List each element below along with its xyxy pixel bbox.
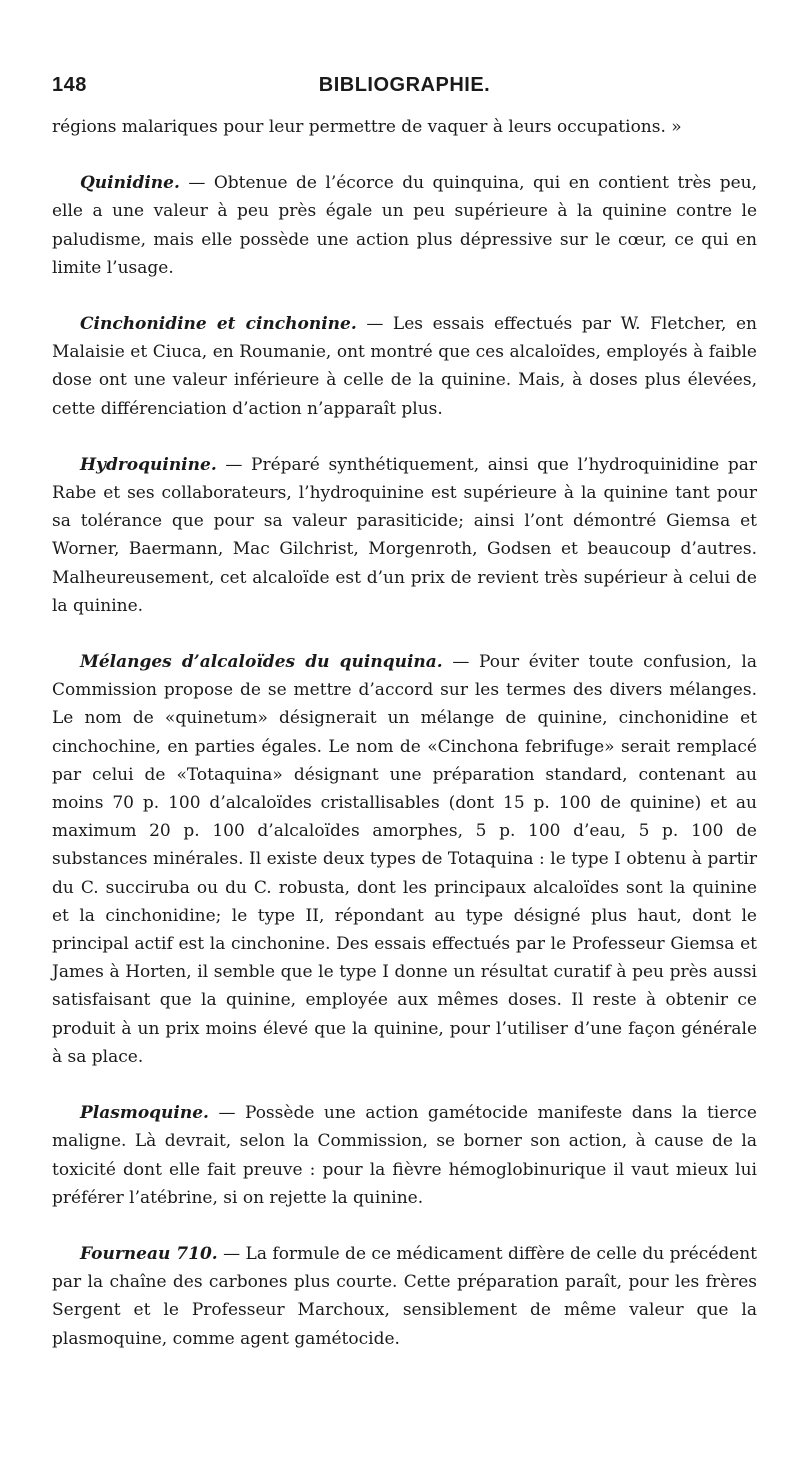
- paragraph-text: régions malariques pour leur permettre de vaquer à leurs occupations. »: [52, 117, 682, 137]
- entry-quinidine: [52, 169, 757, 282]
- paragraph-continuation: [52, 113, 757, 141]
- entry-text: — Les essais effectués par W. Fletcher, en Malaisie et Ciuca, en Roumanie, ont montré que ces alcaloïdes, employés à faible dose ont une valeur inférieure à celle de la quinine. Mais, à doses plus élevées, cette différenciation d’action n’apparaît plus.: [52, 314, 757, 419]
- entry-text: — La formule de ce médicament diffère de celle du précédent par la chaîne des carbones plus courte. Cette préparation paraît, pour les frères Sergent et le Professeur Marchoux, sensiblement de même valeur que la plasmoquine, comme agent gamétocide.: [52, 1243, 757, 1349]
- entry-text: — Pour éviter toute confusion, la Commission propose de se mettre d’accord sur les termes des divers mélanges. Le nom de «quinetum» désignerait un mélange de quinine, cinchonidine et cinchochine, en parties égales. Le nom de «Cinchona febrifuge» serait remplacé par celui de «Totaquina» désignant une préparation standard, contenant au moins 70 p. 100 d’alcaloïdes cristallisables (dont 15 p. 100 de quinine) et au maximum 20 p. 100 d’alcaloïdes amorphes, 5 p. 100 d’eau, 5 p. 100 de substances minérales. Il existe deux types de Totaquina : le type I obtenu à partir du C. succiruba ou du C. robusta, dont les principaux alcaloïdes sont la quinine et la cinchonidine; le type II, répondant au type désigné plus haut, dont le principal actif est la cinchonine. Des essais effectués par le Professeur Giemsa et James à Horten, il semble que le type I donne un résultat curatif à peu près aussi satisfaisant que la quinine, employée aux mêmes doses. Il reste à obtenir ce produit à un prix moins élevé que la quinine, pour l’utiliser d’une façon générale à sa place.: [52, 652, 757, 1067]
- entry-plasmoquine: [52, 1099, 757, 1212]
- entry-text: — Obtenue de l’écorce du quinquina, qui en contient très peu, elle a une valeur à peu près égale un peu supérieure à la quinine contre le paludisme, mais elle possède une action plus dépressive sur le cœur, ce qui en limite l’usage.: [52, 173, 757, 278]
- page-header: [52, 74, 757, 104]
- running-title: BIBLIOGRAPHIE.: [318, 74, 491, 96]
- entry-hydroquinine: [52, 451, 757, 620]
- page-number: 148: [52, 74, 87, 96]
- entry-text: — Préparé synthétiquement, ainsi que l’hydroquinidine par Rabe et ses collaborateurs, l’hydroquinine est supérieure à la quinine tant pour sa tolérance que pour sa valeur parasiticide; ainsi l’ont démontré Giemsa et Worner, Baermann, Mac Gilchrist, Morgenroth, Godsen et beaucoup d’autres. Malheureusement, cet alcaloïde est d’un prix de revient très supérieur à celui de la quinine.: [52, 454, 757, 616]
- entry-title: Quinidine.: [80, 173, 180, 194]
- page-body: [52, 113, 757, 1381]
- entry-fourneau-710: [52, 1240, 757, 1353]
- entry-title: Mélanges d’alcaloïdes du quinquina.: [80, 652, 443, 673]
- entry-title: Cinchonidine et cinchonine.: [80, 314, 357, 335]
- entry-title: Fourneau 710.: [80, 1243, 218, 1264]
- entry-cinchonidine: [52, 310, 757, 423]
- entry-melanges: [52, 648, 757, 1071]
- entry-title: Plasmoquine.: [80, 1103, 209, 1124]
- entry-text: — Possède une action gamétocide manifeste dans la tierce maligne. Là devrait, selon la Commission, se borner son action, à cause de la toxicité dont elle fait preuve : pour la fièvre hémoglobinurique il vaut mieux lui préférer l’atébrine, si on rejette la quinine.: [52, 1103, 757, 1208]
- entry-title: Hydroquinine.: [80, 454, 217, 475]
